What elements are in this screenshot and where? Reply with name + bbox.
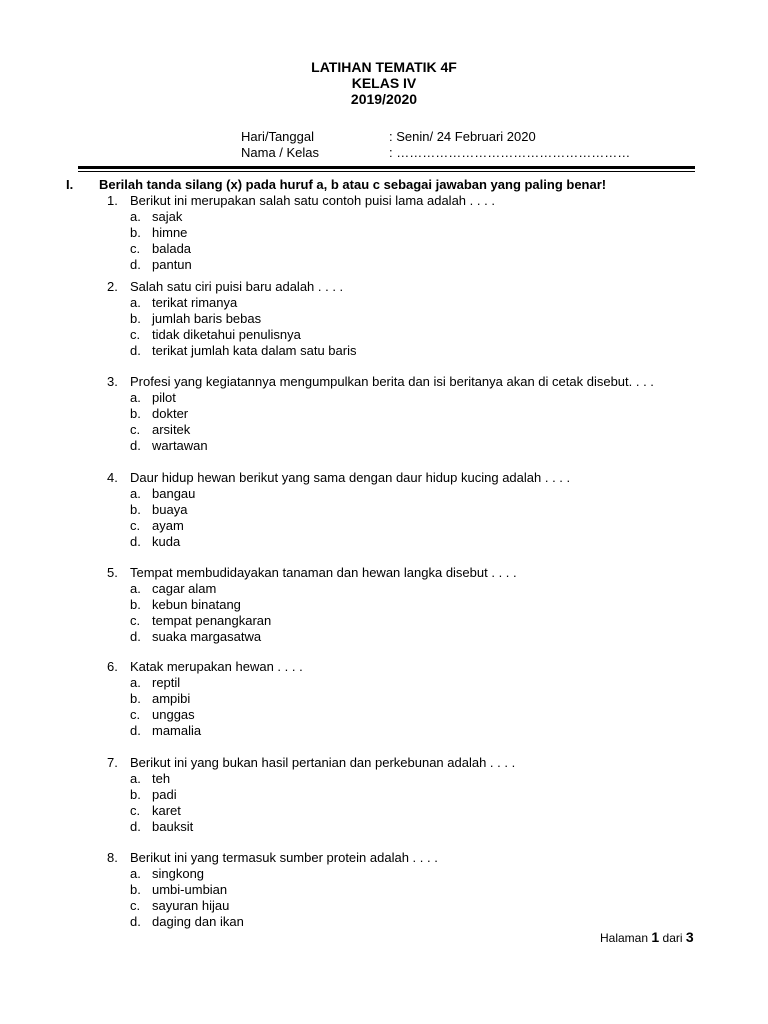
option-a — [107, 675, 303, 691]
option-text: sayuran hijau — [152, 898, 230, 913]
question-8 — [107, 850, 438, 930]
option-c — [107, 422, 654, 438]
question-4 — [107, 470, 570, 550]
question-7 — [107, 755, 515, 835]
option-b — [107, 691, 303, 707]
option-c — [107, 613, 517, 629]
option-letter: a. — [130, 486, 141, 501]
option-letter: a. — [130, 675, 141, 690]
option-text: kuda — [152, 534, 181, 549]
option-letter: b. — [130, 787, 141, 802]
option-text: himne — [152, 225, 188, 240]
option-text: padi — [152, 787, 177, 802]
option-letter: b. — [130, 597, 141, 612]
option-letter: b. — [130, 225, 141, 240]
option-a — [107, 866, 438, 882]
option-letter: a. — [130, 390, 141, 405]
header-divider-thin — [78, 171, 695, 172]
student-info — [241, 129, 630, 161]
option-text: pilot — [152, 390, 176, 405]
question-number: 6. — [107, 659, 118, 674]
option-letter: c. — [130, 241, 141, 256]
option-letter: b. — [130, 311, 141, 326]
question-text: Salah satu ciri puisi baru adalah . . . . — [130, 279, 344, 294]
option-d — [107, 343, 356, 359]
document-header — [0, 59, 768, 107]
question-text: Tempat membudidayakan tanaman dan hewan langka disebut . . . . — [130, 565, 517, 580]
option-d — [107, 629, 517, 645]
name-label: Nama / Kelas — [241, 145, 320, 160]
document-title: LATIHAN TEMATIK 4F — [311, 59, 457, 75]
question-text: Katak merupakan hewan . . . . — [130, 659, 303, 674]
option-text: ayam — [152, 518, 184, 533]
option-text: cagar alam — [152, 581, 217, 596]
option-text: daging dan ikan — [152, 914, 244, 929]
option-letter: c. — [130, 613, 141, 628]
option-letter: d. — [130, 819, 141, 834]
header-divider-thick — [78, 166, 695, 169]
option-d — [107, 257, 495, 273]
option-d — [107, 534, 570, 550]
question-text: Profesi yang kegiatannya mengumpulkan berita dan isi beritanya akan di cetak disebut. . . . — [130, 374, 654, 389]
option-c — [107, 898, 438, 914]
question-6 — [107, 659, 303, 739]
date-value: : Senin/ 24 Februari 2020 — [389, 129, 536, 144]
option-b — [107, 502, 570, 518]
question-number: 7. — [107, 755, 118, 770]
page-footer — [600, 929, 694, 946]
option-text: pantun — [152, 257, 192, 272]
option-letter: d. — [130, 914, 141, 929]
option-text: singkong — [152, 866, 205, 881]
option-text: dokter — [152, 406, 189, 421]
option-letter: b. — [130, 691, 141, 706]
option-b — [107, 225, 495, 241]
option-text: terikat rimanya — [152, 295, 238, 310]
option-text: jumlah baris bebas — [152, 311, 262, 326]
option-letter: c. — [130, 422, 141, 437]
option-text: reptil — [152, 675, 181, 690]
option-d — [107, 723, 303, 739]
class-label: KELAS IV — [351, 75, 417, 91]
option-b — [107, 882, 438, 898]
question-text: Berikut ini yang termasuk sumber protein adalah . . . . — [130, 850, 438, 865]
option-d — [107, 914, 438, 930]
option-text: umbi-umbian — [152, 882, 228, 897]
option-letter: b. — [130, 406, 141, 421]
option-text: bangau — [152, 486, 196, 501]
name-row — [241, 145, 630, 161]
school-year: 2019/2020 — [350, 91, 418, 107]
option-d — [107, 438, 654, 454]
option-d — [107, 819, 515, 835]
page-total: 3 — [685, 929, 694, 945]
question-3 — [107, 374, 654, 454]
option-text: wartawan — [152, 438, 208, 453]
question-5 — [107, 565, 517, 645]
option-c — [107, 707, 303, 723]
option-a — [107, 209, 495, 225]
option-text: karet — [152, 803, 181, 818]
option-text: sajak — [152, 209, 183, 224]
option-a — [107, 295, 356, 311]
instruction-text: Berilah tanda silang (x) pada huruf a, b atau c sebagai jawaban yang paling benar! — [99, 177, 607, 192]
option-a — [107, 390, 654, 406]
date-row — [241, 129, 630, 145]
section-instruction — [66, 177, 606, 193]
option-letter: c. — [130, 327, 141, 342]
option-letter: b. — [130, 882, 141, 897]
option-c — [107, 518, 570, 534]
page-of: dari — [662, 931, 683, 945]
question-number: 5. — [107, 565, 118, 580]
option-c — [107, 327, 356, 343]
question-number: 4. — [107, 470, 118, 485]
question-number: 2. — [107, 279, 118, 294]
option-text: arsitek — [152, 422, 191, 437]
option-letter: b. — [130, 502, 141, 517]
option-b — [107, 406, 654, 422]
option-text: suaka margasatwa — [152, 629, 262, 644]
option-text: tempat penangkaran — [152, 613, 272, 628]
option-letter: a. — [130, 295, 141, 310]
option-letter: d. — [130, 343, 141, 358]
option-a — [107, 581, 517, 597]
option-letter: c. — [130, 803, 141, 818]
question-1 — [107, 193, 495, 273]
option-text: mamalia — [152, 723, 202, 738]
question-text: Berikut ini merupakan salah satu contoh puisi lama adalah . . . . — [130, 193, 495, 208]
option-letter: d. — [130, 534, 141, 549]
option-text: teh — [152, 771, 171, 786]
question-2 — [107, 279, 356, 359]
option-letter: a. — [130, 771, 141, 786]
option-letter: d. — [130, 723, 141, 738]
question-number: 8. — [107, 850, 118, 865]
option-text: buaya — [152, 502, 188, 517]
option-text: terikat jumlah kata dalam satu baris — [152, 343, 357, 358]
option-b — [107, 787, 515, 803]
option-text: kebun binatang — [152, 597, 241, 612]
question-text: Berikut ini yang bukan hasil pertanian dan perkebunan adalah . . . . — [130, 755, 516, 770]
option-text: bauksit — [152, 819, 194, 834]
question-number: 1. — [107, 193, 118, 208]
option-letter: c. — [130, 518, 141, 533]
name-value: : ……………………………………………… — [389, 145, 631, 160]
option-letter: d. — [130, 257, 141, 272]
option-c — [107, 803, 515, 819]
date-label: Hari/Tanggal — [241, 129, 314, 144]
option-a — [107, 486, 570, 502]
option-letter: d. — [130, 438, 141, 453]
option-text: ampibi — [152, 691, 191, 706]
option-b — [107, 597, 517, 613]
option-letter: a. — [130, 209, 141, 224]
option-letter: c. — [130, 898, 141, 913]
option-letter: a. — [130, 581, 141, 596]
question-text: Daur hidup hewan berikut yang sama dengan daur hidup kucing adalah . . . . — [130, 470, 571, 485]
option-letter: a. — [130, 866, 141, 881]
option-text: unggas — [152, 707, 195, 722]
option-c — [107, 241, 495, 257]
page-prefix: Halaman — [600, 931, 649, 945]
option-a — [107, 771, 515, 787]
option-text: tidak diketahui penulisnya — [152, 327, 301, 342]
page-number: 1 — [651, 929, 660, 945]
section-number: I. — [66, 177, 74, 192]
option-b — [107, 311, 356, 327]
option-letter: c. — [130, 707, 141, 722]
option-text: balada — [152, 241, 192, 256]
question-number: 3. — [107, 374, 118, 389]
option-letter: d. — [130, 629, 141, 644]
